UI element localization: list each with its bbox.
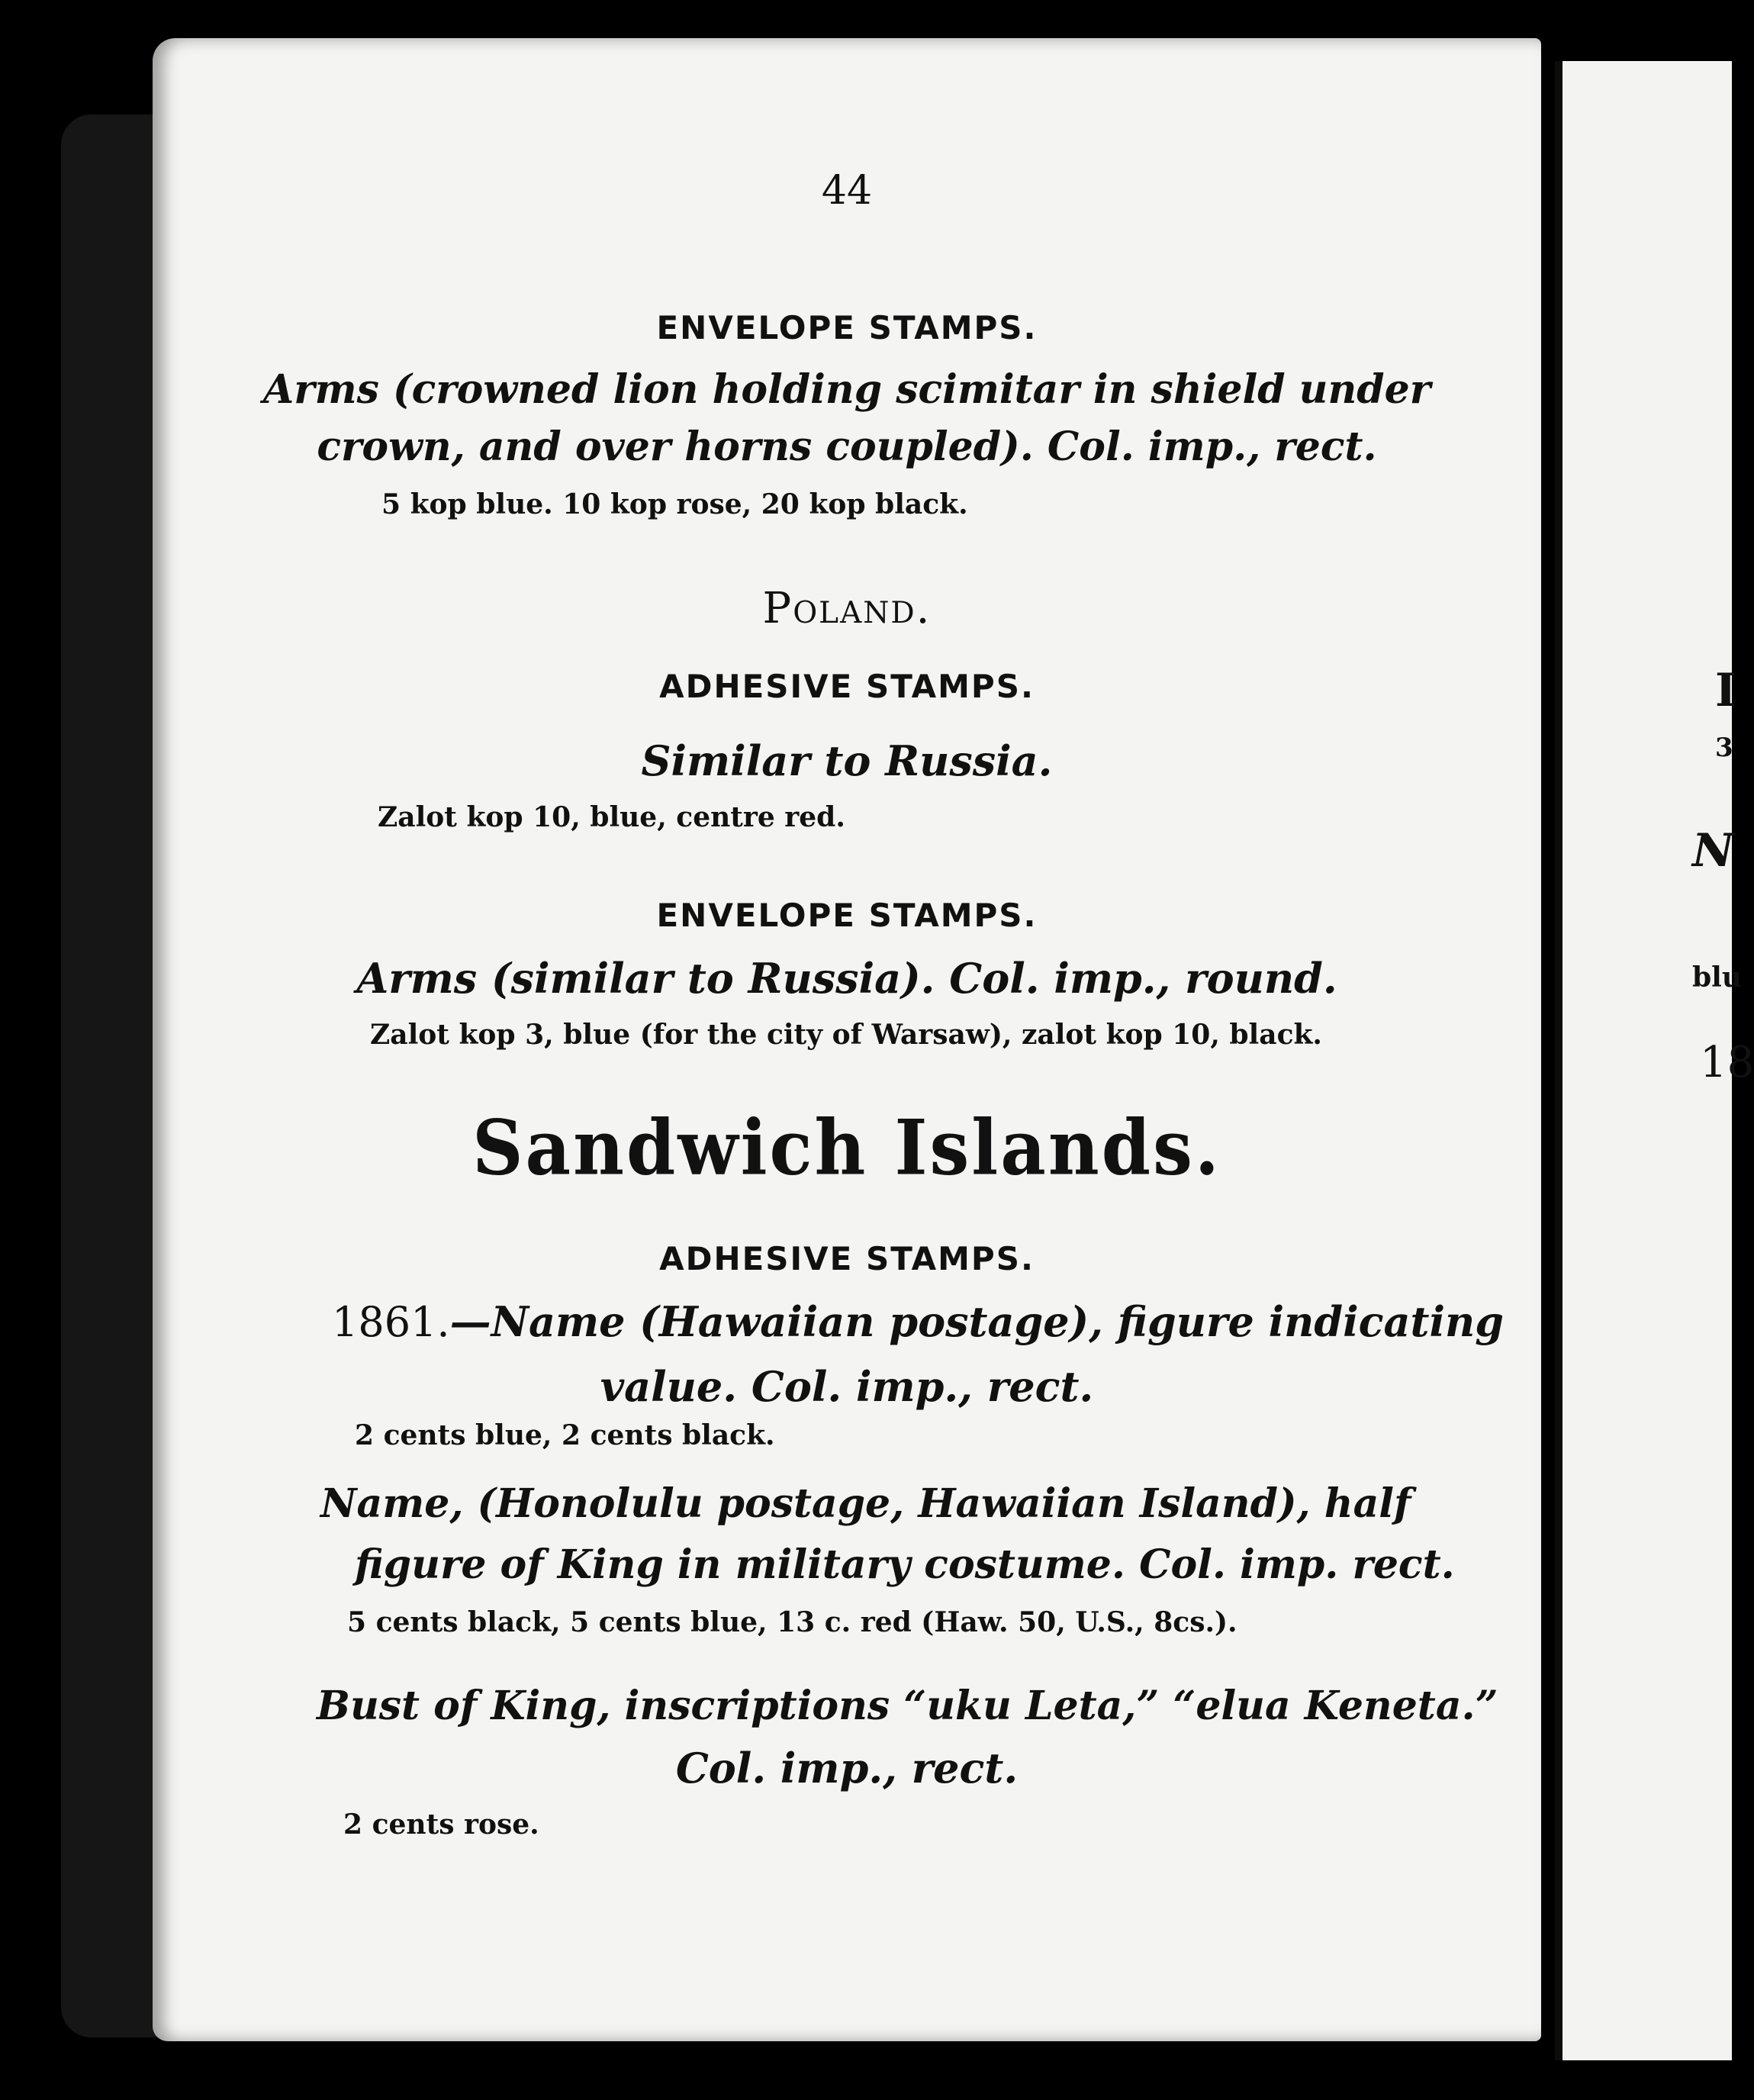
sandwich-entry1-line1 [332, 1297, 1504, 1346]
sandwich-entry1-values: 2 cents blue, 2 cents black. [355, 1419, 775, 1451]
russia-envelope-desc-line2: crown, and over horns coupled). Col. imp., rect. [317, 424, 1377, 470]
sandwich-entry3-values: 2 cents rose. [343, 1809, 539, 1841]
poland-envelope-desc: Arms (similar to Russia). Col. imp., round. [356, 954, 1337, 1003]
next-page-fragment: I [1715, 664, 1737, 717]
sandwich-entry2-line2: figure of King in military costume. Col. imp. rect. [355, 1541, 1455, 1588]
poland-envelope-values: Zalot kop 3, blue (for the city of Warsaw), zalot kop 10, black. [370, 1019, 1322, 1051]
russia-envelope-values: 5 kop blue. 10 kop rose, 20 kop black. [381, 488, 968, 520]
sandwich-entry1-year: 1861. [332, 1298, 450, 1346]
poland-adhesive-heading: ADHESIVE STAMPS. [659, 668, 1035, 705]
sandwich-entry3-line1: Bust of King, inscriptions “uku Leta,” “elua Keneta.” [317, 1683, 1498, 1729]
page-number: 44 [821, 168, 873, 214]
sandwich-entry1-line2: value. Col. imp., rect. [600, 1362, 1094, 1411]
sandwich-adhesive-heading: ADHESIVE STAMPS. [659, 1240, 1035, 1277]
sandwich-islands-title: Sandwich Islands. [472, 1103, 1221, 1193]
russia-envelope-heading: ENVELOPE STAMPS. [656, 309, 1038, 346]
sandwich-entry1-line1-text: —Name (Hawaiian postage), figure indicating [449, 1297, 1504, 1346]
poland-adhesive-desc: Similar to Russia. [641, 736, 1053, 785]
poland-adhesive-values: Zalot kop 10, blue, centre red. [378, 801, 845, 833]
sandwich-entry3-line2: Col. imp., rect. [675, 1744, 1019, 1792]
next-page-fragment: N [1692, 824, 1734, 878]
book-spine [61, 114, 165, 2037]
sandwich-entry2-values: 5 cents black, 5 cents blue, 13 c. red (Haw. 50, U.S., 8cs.). [347, 1606, 1237, 1638]
next-page-fragment: 3 [1715, 733, 1733, 763]
russia-envelope-desc-line1: Arms (crowned lion holding scimitar in shield under [262, 366, 1431, 413]
sandwich-entry2-line1: Name, (Honolulu postage, Hawaiian Island), half [320, 1480, 1411, 1527]
next-page-fragment: blu [1692, 961, 1743, 994]
poland-title: Poland. [762, 584, 932, 633]
book-page [153, 38, 1541, 2041]
next-page-edge [1555, 61, 1754, 2060]
next-page-fragment: 18 [1700, 1038, 1754, 1087]
poland-envelope-heading: ENVELOPE STAMPS. [656, 897, 1038, 934]
